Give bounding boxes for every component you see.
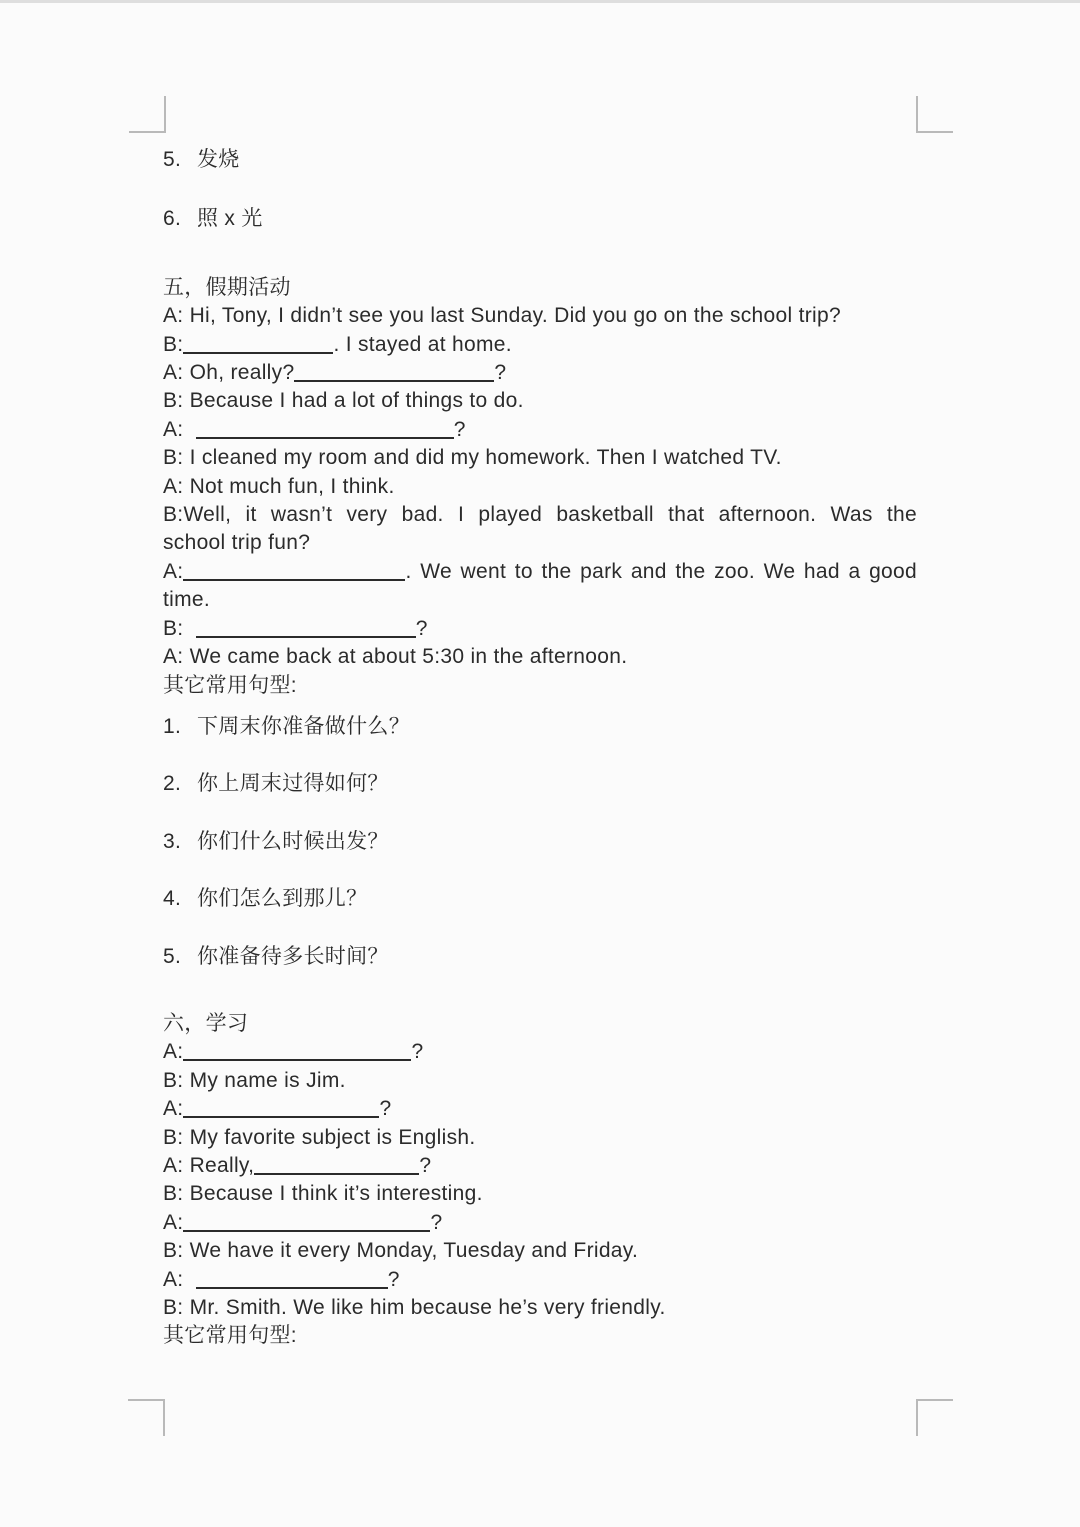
- item-number: 3.: [163, 829, 182, 853]
- list-item: [163, 885, 917, 913]
- section5-heading: 五，假期活动: [163, 275, 291, 299]
- section5-sentence-list: [163, 713, 917, 971]
- dialog-text: A: Not much fun, I think.: [163, 474, 395, 498]
- text-boundary-mark-bottom-left: [128, 1399, 165, 1436]
- dialog-text: . I stayed at home.: [333, 332, 512, 356]
- item-text: 发烧: [197, 148, 240, 171]
- dialog-line: [163, 1266, 917, 1294]
- item-text: 你准备待多长时间？: [197, 944, 389, 968]
- dialog-text: ?: [379, 1097, 392, 1121]
- dialog-text: B:Well, it wasn’t very bad. I played basketball that afternoon. Was the: [163, 503, 917, 527]
- dialog-line: [163, 1095, 917, 1123]
- dialog-line: [163, 1067, 917, 1095]
- dialog-line: [163, 1237, 917, 1265]
- vocab-item-5: [163, 146, 917, 174]
- section6-heading: 六，学习: [163, 1011, 249, 1035]
- fill-in-blank: [196, 433, 454, 439]
- dialog-text: ?: [453, 417, 466, 441]
- dialog-text: B: Because I had a lot of things to do.: [163, 389, 524, 413]
- dialog-text: B: My favorite subject is English.: [163, 1125, 476, 1149]
- item-text: 你们怎么到那儿？: [197, 887, 368, 911]
- item-text: 你上周末过得如何？: [197, 772, 389, 796]
- dialog-line: [163, 359, 917, 387]
- dialog-line: [163, 1124, 917, 1152]
- dialog-line: [163, 444, 917, 472]
- page-content: [163, 0, 917, 1351]
- dialog-line: [163, 1038, 917, 1066]
- dialog-line: [163, 473, 917, 501]
- item-number: 1.: [163, 714, 182, 738]
- dialog-text: B: We have it every Monday, Tuesday and Friday.: [163, 1239, 639, 1263]
- dialog-line: [163, 615, 917, 643]
- item-text: 下周末你准备做什么？: [197, 714, 410, 738]
- fill-in-blank: [183, 348, 333, 354]
- dialog-text: B: My name is Jim.: [163, 1068, 346, 1092]
- dialog-text: B: I cleaned my room and did my homework. Then I watched TV.: [163, 446, 782, 470]
- dialog-text: B: Mr. Smith. We like him because he’s very friendly.: [163, 1296, 666, 1319]
- dialog-text: A: Oh, really?: [163, 361, 295, 385]
- dialog-text: B:: [163, 332, 184, 356]
- text-boundary-mark-top-left: [129, 96, 166, 133]
- dialog-line: [163, 416, 917, 444]
- item-number: 5.: [163, 944, 182, 968]
- dialog-text: time.: [163, 588, 211, 612]
- list-item: [163, 713, 917, 741]
- section5-dialog: [163, 302, 917, 671]
- fill-in-blank: [254, 1169, 419, 1175]
- dialog-text: A:: [163, 1040, 184, 1064]
- item-number: 4.: [163, 887, 182, 911]
- fill-in-blank: [294, 376, 494, 382]
- dialog-line: [163, 643, 917, 671]
- text-boundary-mark-top-right: [916, 96, 953, 133]
- section5-other-patterns-label: 其它常用句型:: [163, 673, 297, 697]
- dialog-text: B: Because I think it’s interesting.: [163, 1182, 483, 1206]
- vocab-item-6: [163, 205, 917, 233]
- dialog-text: A:: [163, 1267, 196, 1291]
- fill-in-blank: [183, 575, 405, 581]
- list-item: [163, 943, 917, 971]
- dialog-line: [163, 1152, 917, 1180]
- dialog-text: A: Really,: [163, 1153, 255, 1177]
- dialog-text: ?: [494, 361, 507, 385]
- fill-in-blank: [183, 1112, 379, 1118]
- item-number: 5.: [163, 148, 182, 171]
- list-item: [163, 828, 917, 856]
- dialog-text: A:: [163, 1210, 184, 1234]
- dialog-text: . We went to the park and the zoo. We had a good: [405, 559, 917, 583]
- dialog-line: [163, 558, 917, 586]
- dialog-text: A:: [163, 417, 196, 441]
- item-number: 2.: [163, 772, 182, 796]
- dialog-text: A:: [163, 559, 184, 583]
- dialog-line: [163, 529, 917, 557]
- dialog-text: ?: [387, 1267, 400, 1291]
- dialog-line: [163, 586, 917, 614]
- section6-dialog: [163, 1038, 917, 1322]
- dialog-text: school trip fun?: [163, 531, 311, 555]
- fill-in-blank: [183, 1055, 411, 1061]
- list-item: [163, 770, 917, 798]
- dialog-text: ?: [430, 1210, 443, 1234]
- dialog-line: [163, 501, 917, 529]
- item-text: 你们什么时候出发？: [197, 829, 389, 853]
- dialog-line: [163, 1209, 917, 1237]
- item-text: 照 x 光: [197, 207, 263, 231]
- dialog-line: [163, 1180, 917, 1208]
- dialog-line: [163, 387, 917, 415]
- dialog-text: B:: [163, 616, 196, 640]
- fill-in-blank: [196, 632, 416, 638]
- text-boundary-mark-bottom-right: [916, 1399, 953, 1436]
- dialog-text: A: We came back at about 5:30 in the afternoon.: [163, 645, 628, 669]
- dialog-line: [163, 302, 917, 330]
- dialog-line: [163, 331, 917, 359]
- section6-other-patterns-label: 其它常用句型:: [163, 1324, 297, 1348]
- dialog-line: [163, 1294, 917, 1322]
- dialog-text: ?: [415, 616, 428, 640]
- dialog-text: A: Hi, Tony, I didn’t see you last Sunday. Did you go on the school trip?: [163, 304, 841, 328]
- fill-in-blank: [196, 1283, 388, 1289]
- dialog-text: ?: [419, 1153, 432, 1177]
- item-number: 6.: [163, 207, 182, 231]
- dialog-text: A:: [163, 1097, 184, 1121]
- dialog-text: ?: [411, 1040, 424, 1064]
- fill-in-blank: [183, 1226, 430, 1232]
